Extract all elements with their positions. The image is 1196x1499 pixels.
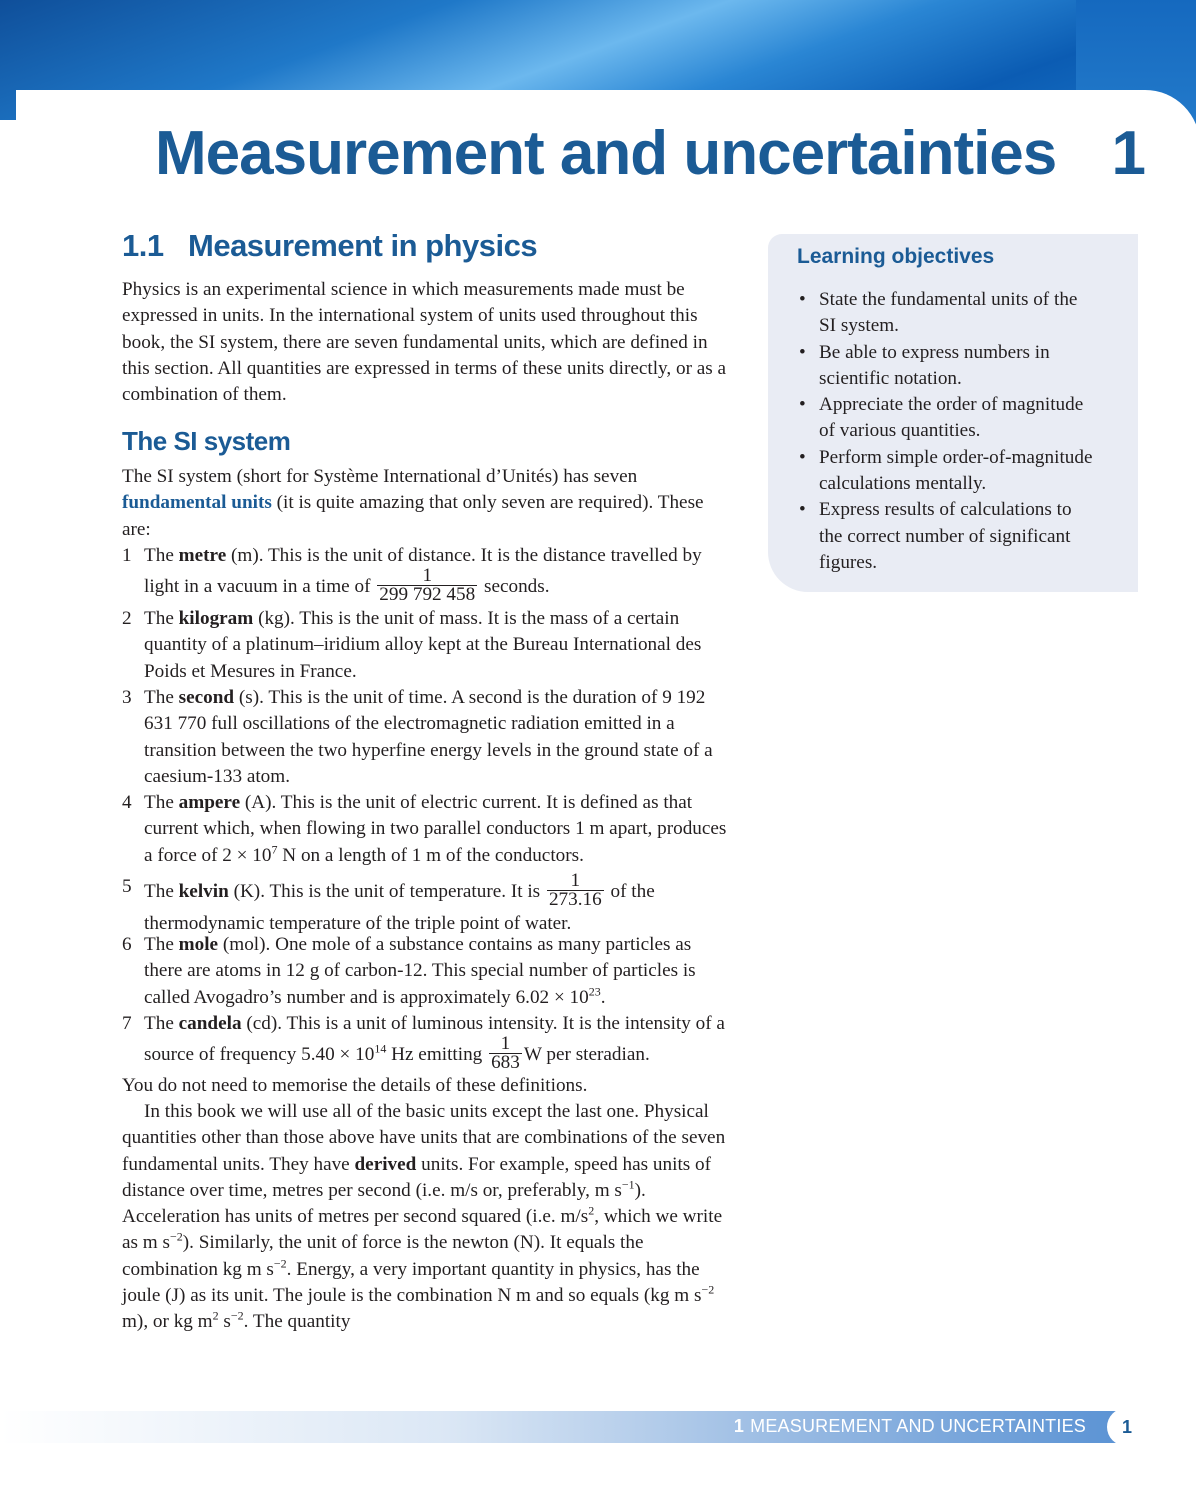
derived-term: derived — [354, 1153, 417, 1175]
chapter-title-text: Measurement and uncertainties — [155, 119, 1057, 188]
unit-item-kelvin: 5 The kelvin (K). This is the unit of temperature. It is $\frac{1}{273.16}$ of the thermodynamic temperature of the triple point of water. — [122, 870, 655, 934]
unit-number: 1 — [122, 545, 132, 566]
unit-item-ampere: 4 The ampere (A). This is the unit of electric current. It is defined as that current which, when flowing in two parallel conductors 1 m apart, produces a force of $2 \times 10^7$ N on a length of 1 m of the conductors. — [122, 792, 727, 866]
unit-term: second — [178, 687, 235, 708]
objective-item: • Perform simple order-of-magnitude calculations mentally. — [799, 446, 1093, 495]
unit-item-mole: 6 The mole (mol). One mole of a substance contains as many particles as there are atoms in 12 g of carbon-12. This special number of particles is called Avogadro’s number and is approximately $6.02 \times 10^{23}$. — [122, 934, 696, 1008]
fraction: $\frac{1}{683}$ — [491, 1033, 520, 1074]
page-number: 1 — [1107, 1408, 1147, 1446]
objective-item: • Appreciate the order of magnitude of various quantities. — [799, 394, 1084, 442]
fraction: $\frac{1}{299 792 458}$ — [379, 565, 476, 606]
intro-paragraph: Physics is an experimental science in which measurements made must be expressed in units. In the international system of units used throughout this book, the SI system, there are seven fundamental units, which are defined in this section. All quantities are expressed in terms of these units directly, or as a combination of them. — [122, 279, 727, 406]
objective-item: • Be able to express numbers in scientific notation. — [799, 341, 1050, 389]
unit-number: 3 — [122, 687, 132, 708]
memorise-note: You do not need to memorise the details of these definitions. — [122, 1075, 588, 1096]
learning-objectives-list — [797, 287, 1097, 576]
unit-number: 5 — [122, 876, 132, 897]
chapter-title — [155, 118, 1145, 189]
unit-item-candela: 7 The candela (cd). This is a unit of luminous intensity. It is the intensity of a source of frequency $5.40 \times 10^{14}$ Hz emitting $\frac{1}{683}$ W per steradian. — [122, 1013, 725, 1074]
learning-objectives-title: Learning objectives — [797, 245, 995, 268]
derived-paragraph: In this book we will use all of the basic units except the last one. Physical quantities other than those above have units that are combinations of the seven fundamental units. They have derived units. For example, speed has units of distance over time, metres per second (i.e. m/s or, preferably, m $s^{-1}$). Acceleration has units of metres per second squared (i.e. $m/s^2$, which we write as m $s^{-2}$). Similarly, the unit of force is the newton (N). It equals the combination kg m $s^{-2}$. Energy, a very important quantity in physics, has the joule (J) as its unit. The joule is the combination N m and so equals (kg m $s^{-2}$ m), or kg $m^2$ $s^{-2}$. The quantity — [122, 1101, 726, 1333]
fundamental-units-term: fundamental units — [122, 492, 272, 514]
footer-chapter-number: 1 — [733, 1416, 745, 1436]
unit-term: ampere — [178, 792, 241, 813]
unit-term: candela — [178, 1013, 242, 1034]
unit-term: kelvin — [178, 880, 229, 902]
unit-item-kilogram: 2 The kilogram (kg). This is the unit of mass. It is the mass of a certain quantity of a platinum–iridium alloy kept at the Bureau International des Poids et Mesures in France. — [122, 608, 702, 682]
unit-term: mole — [178, 934, 219, 955]
objective-item: • Express results of calculations to the correct number of significant figures. — [799, 499, 1072, 573]
unit-number: 7 — [122, 1013, 132, 1034]
chapter-number: 1 — [1111, 119, 1145, 188]
unit-item-metre: 1 The metre (m). This is the unit of distance. It is the distance travelled by light in a vacuum in a time of $\frac{1}{299 792 458}$ seconds. — [122, 545, 702, 606]
unit-term: kilogram — [178, 608, 254, 629]
footer-chapter-label: MEASUREMENT AND UNCERTAINTIES — [750, 1416, 1086, 1436]
unit-item-second: 3 The second (s). This is the unit of time. A second is the duration of 9 192 631 770 full oscillations of the electromagnetic radiation emitted in a transition between the two hyperfine energy levels in the ground state of a caesium-133 atom. — [122, 687, 713, 787]
unit-term: metre — [178, 545, 227, 566]
unit-number: 4 — [122, 792, 132, 813]
running-footer — [734, 1416, 1086, 1437]
unit-number: 6 — [122, 934, 132, 955]
si-paragraph: The SI system (short for Système International d’Unités) has seven fundamental units (it is quite amazing that only seven are required). These are: — [122, 466, 704, 540]
section-title: Measurement in physics — [188, 228, 538, 263]
objective-item: • State the fundamental units of the SI system. — [799, 289, 1078, 337]
unit-number: 2 — [122, 608, 132, 629]
fraction: $\frac{1}{273.16}$ — [548, 870, 602, 910]
section-heading — [122, 228, 537, 264]
si-heading: The SI system — [122, 426, 291, 456]
section-number: 1.1 — [122, 228, 164, 263]
